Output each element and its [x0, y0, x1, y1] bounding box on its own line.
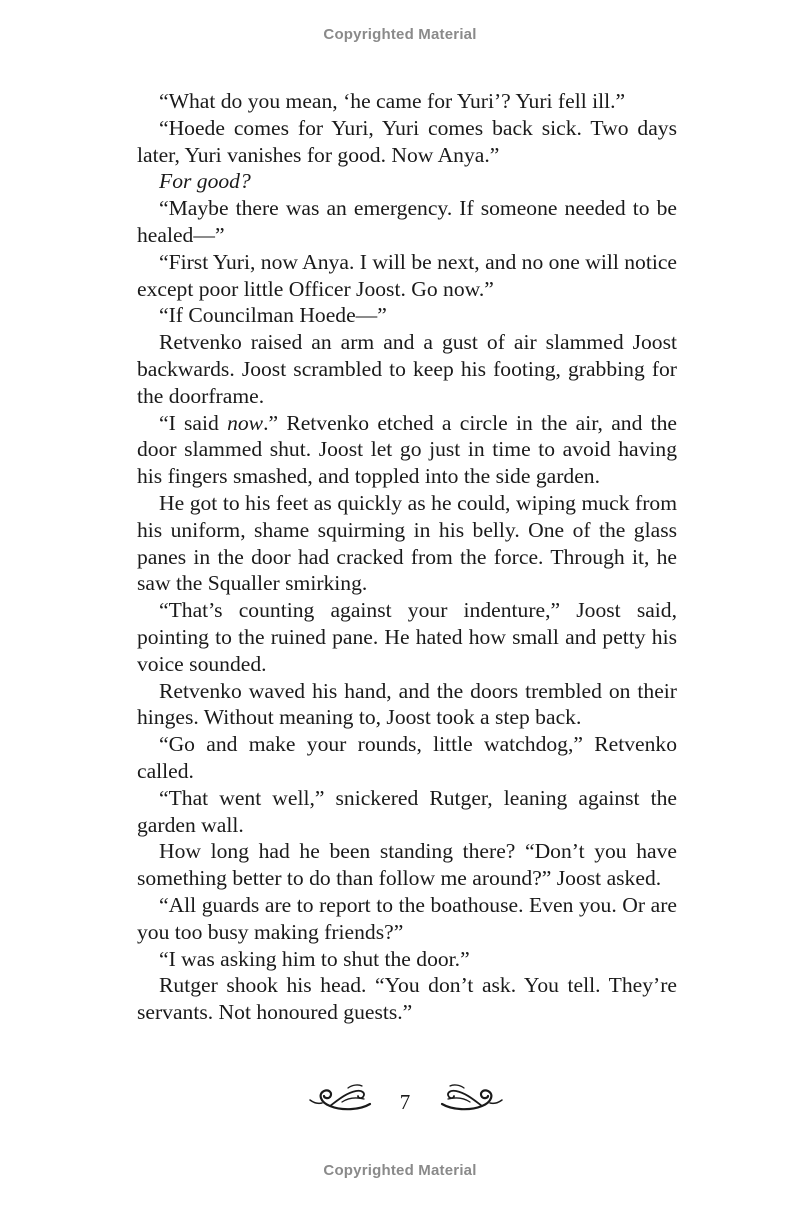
paragraph-segment: .” Retvenko etched a circle in the air, and the door slammed shut. Joost let go just in time to avoid having his fingers smashed, and toppled into the side garden. — [137, 410, 678, 489]
emphasis: now — [227, 410, 264, 435]
paragraph: “Go and make your rounds, little watchdog,” Retvenko called. — [137, 732, 677, 783]
paragraph: “Hoede comes for Yuri, Yuri comes back sick. Two days later, Yuri vanishes for good. Now Anya.” — [137, 115, 677, 167]
body-text — [137, 88, 677, 1026]
copyright-watermark-bottom: Copyrighted Material — [323, 1162, 477, 1179]
paragraph — [137, 410, 677, 490]
copyright-watermark-top: Copyrighted Material — [323, 26, 477, 43]
page-number: 7 — [399, 1090, 411, 1114]
paragraph: “I was asking him to shut the door.” — [159, 946, 470, 971]
paragraph: “All guards are to report to the boathouse. Even you. Or are you too busy making friends?” — [137, 892, 677, 944]
paragraph: “What do you mean, ‘he came for Yuri’? Yuri fell ill.” — [159, 89, 626, 113]
page-footer — [0, 1078, 800, 1118]
paragraph: He got to his feet as quickly as he could, wiping muck from his uniform, shame squirming in his belly. One of the glass panes in the door had cracked from the force. Through it, he saw the Squaller smirking. — [137, 490, 677, 596]
paragraph: “That went well,” snickered Rutger, leaning against the garden wall. — [137, 785, 677, 837]
paragraph: How long had he been standing there? “Don’t you have something better to do than follow me around?” Joost asked. — [137, 839, 677, 891]
paragraph: Rutger shook his head. “You don’t ask. You tell. They’re servants. Not honoured guests.” — [137, 973, 677, 1025]
flourish-right-icon — [436, 1080, 504, 1114]
paragraph: Retvenko raised an arm and a gust of air slammed Joost backwards. Joost scrambled to keep his footing, grabbing for the doorframe. — [137, 330, 677, 408]
paragraph: “Maybe there was an emergency. If someone needed to be healed—” — [137, 196, 677, 247]
paragraph: “That’s counting against your indenture,” Joost said, pointing to the ruined pane. He hated how small and petty his voice sounded. — [137, 598, 677, 676]
paragraph-segment: “I said — [159, 410, 228, 435]
paragraph: Retvenko waved his hand, and the doors trembled on their hinges. Without meaning to, Joost took a step back. — [137, 678, 677, 730]
paragraph: “First Yuri, now Anya. I will be next, and no one will notice except poor little Officer Joost. Go now.” — [137, 249, 677, 301]
paragraph-italic-thought: For good? — [159, 169, 251, 194]
flourish-left-icon — [308, 1080, 376, 1114]
paragraph: “If Councilman Hoede—” — [159, 303, 387, 328]
